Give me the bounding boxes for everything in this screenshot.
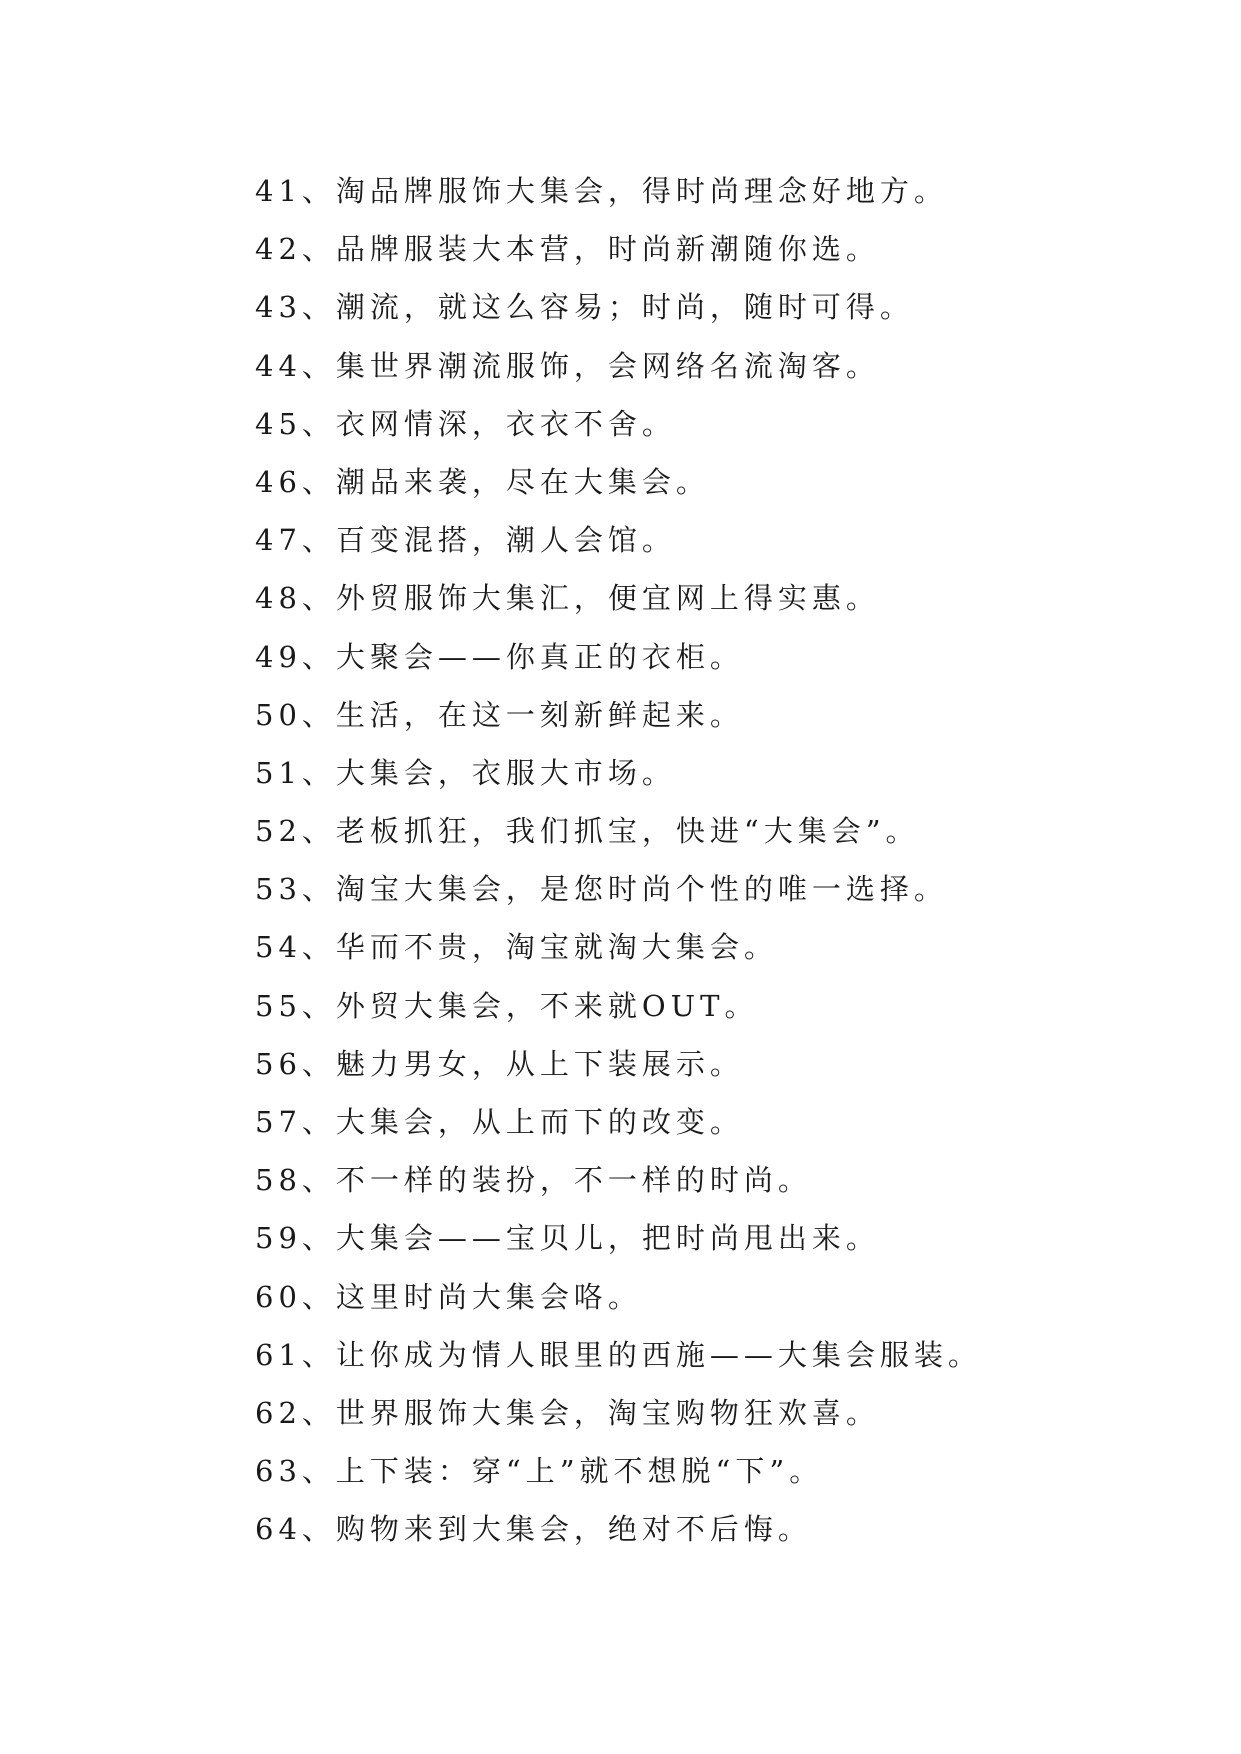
slogan-line: 41、淘品牌服饰大集会，得时尚理念好地方。 <box>255 174 948 208</box>
slogan-line: 58、不一样的装扮，不一样的时尚。 <box>255 1163 812 1198</box>
slogan-line: 49、大聚会——你真正的衣柜。 <box>255 639 744 674</box>
slogan-line: 44、集世界潮流服饰，会网络名流淘客。 <box>255 348 880 383</box>
slogan-line: 43、潮流，就这么容易；时尚，随时可得。 <box>255 290 914 325</box>
slogan-line: 50、生活，在这一刻新鲜起来。 <box>255 697 744 732</box>
slogan-line: 47、百变混搭，潮人会馆。 <box>255 523 676 558</box>
slogan-line: 46、潮品来袭，尽在大集会。 <box>255 464 710 499</box>
slogan-line: 42、品牌服装大本营，时尚新潮随你选。 <box>255 232 880 267</box>
slogan-line: 64、购物来到大集会，绝对不后悔。 <box>255 1512 812 1547</box>
slogan-line: 45、衣网情深，衣衣不舍。 <box>255 406 676 441</box>
slogan-line: 57、大集会，从上而下的改变。 <box>255 1105 744 1139</box>
slogan-line: 59、大集会——宝贝儿，把时尚甩出来。 <box>255 1221 880 1256</box>
slogan-line: 48、外贸服饰大集汇，便宜网上得实惠。 <box>255 581 880 616</box>
slogan-list <box>255 162 1195 1559</box>
slogan-line: 56、魅力男女，从上下装展示。 <box>255 1046 744 1081</box>
slogan-line: 52、老板抓狂，我们抓宝，快进“大集会”。 <box>255 814 920 849</box>
slogan-line: 61、让你成为情人眼里的西施——大集会服装。 <box>255 1337 982 1372</box>
slogan-line: 63、上下装：穿“上”就不想脱“下”。 <box>255 1454 824 1489</box>
slogan-line: 60、这里时尚大集会咯。 <box>255 1279 642 1314</box>
slogan-line: 62、世界服饰大集会，淘宝购物狂欢喜。 <box>255 1395 880 1430</box>
slogan-line: 55、外贸大集会，不来就OUT。 <box>255 988 759 1023</box>
slogan-line: 54、华而不贵，淘宝就淘大集会。 <box>255 930 778 965</box>
slogan-line: 51、大集会，衣服大市场。 <box>255 755 676 790</box>
slogan-line: 53、淘宝大集会，是您时尚个性的唯一选择。 <box>255 872 948 907</box>
